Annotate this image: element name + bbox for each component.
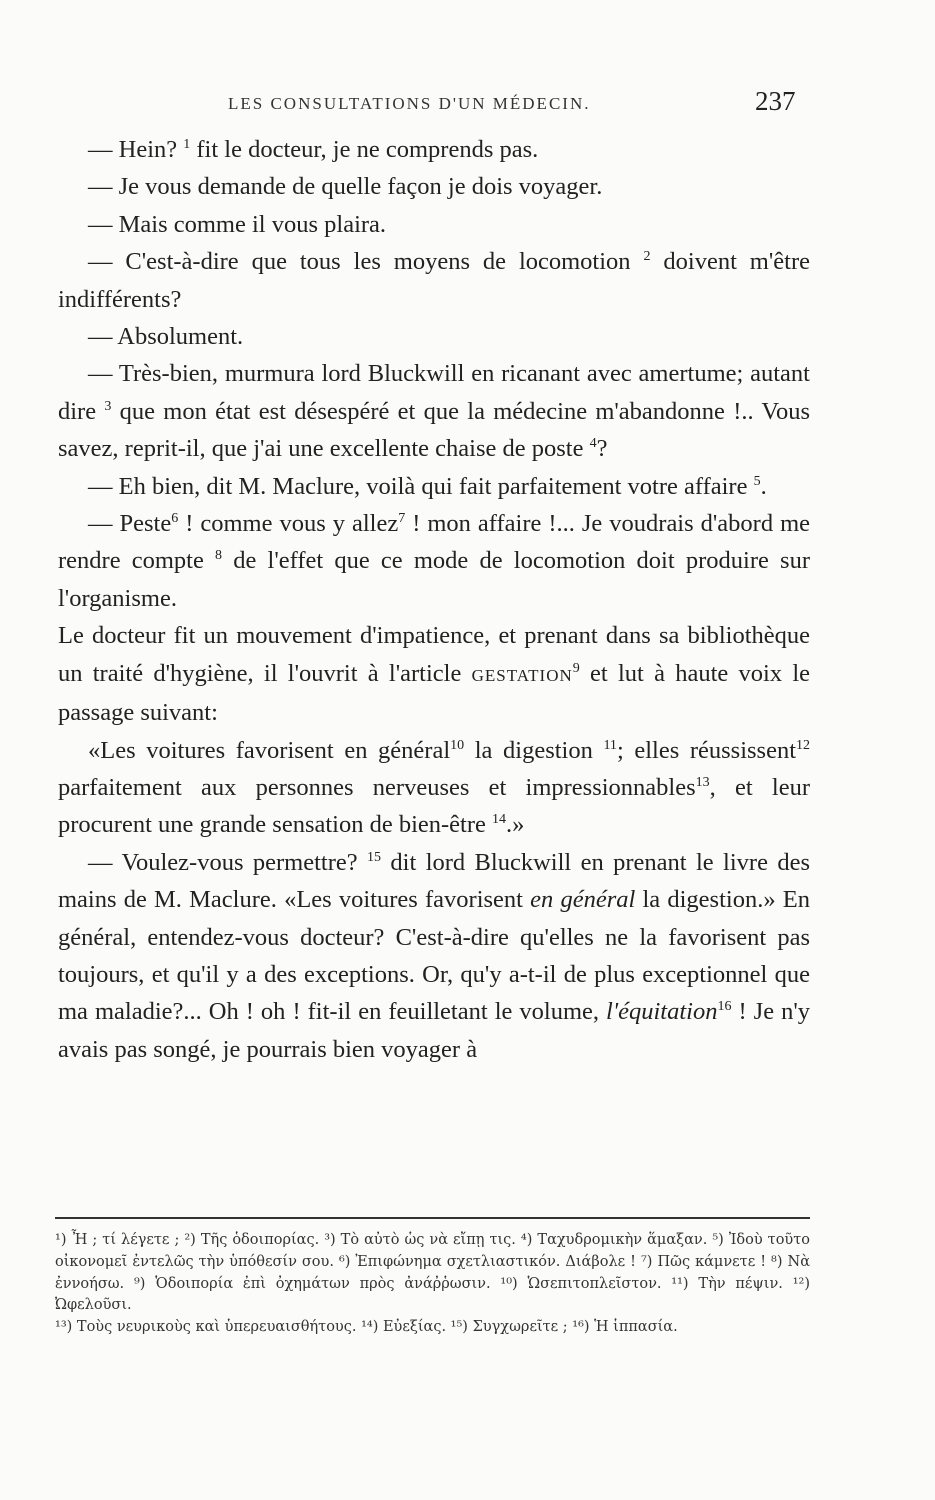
text-run: .» xyxy=(506,811,525,839)
footnote-ref: 2 xyxy=(643,249,651,265)
footnote-ref: 4 xyxy=(589,436,597,452)
running-head: LES CONSULTATIONS D'UN MÉDECIN. xyxy=(228,94,591,113)
paragraph xyxy=(58,468,810,505)
text-run: — Hein? xyxy=(88,136,184,163)
text-run: ; elles réussissent xyxy=(616,736,796,764)
small-caps-term: GESTATION xyxy=(471,665,573,685)
text-run: Le docteur fit un mouvement d'impatience, et prenant dans sa bibliothèque un traité d'hygiène, il l'ouvrit à l'article xyxy=(58,622,810,687)
footnote-ref: 3 xyxy=(104,398,112,414)
footnote-ref: 5 xyxy=(753,473,761,489)
footnote-ref: 6 xyxy=(171,510,179,526)
text-run: — C'est-à-dire que tous les moyens de locomotion xyxy=(88,248,644,276)
paragraph xyxy=(58,617,810,731)
text-run: ! mon affaire !... Je voudrais d'abord me rendre compte xyxy=(58,510,811,575)
page-number: 237 xyxy=(755,86,796,116)
text-run: «Les voitures favorisent en général xyxy=(88,736,451,764)
text-run: doivent m'être indifférents? xyxy=(58,248,810,313)
footnote-line: ¹³) Τοὺς νευρικοὺς καὶ ὑπερευαισθήτους. ¹⁴) Εὐεξίας. ¹⁵) Συγχωρεῖτε ; ¹⁶) Ἡ ἱππασία. xyxy=(55,1319,678,1336)
text-run: dit lord Bluckwill en prenant le livre des mains de M. Maclure. «Les voitures favorisent xyxy=(58,848,811,914)
italic-term: l'équitation xyxy=(606,998,718,1026)
footnote-ref: 11 xyxy=(603,737,617,753)
paragraph xyxy=(58,844,810,1068)
footnote-ref: 16 xyxy=(717,999,732,1015)
text-run: — Peste xyxy=(88,510,172,538)
text-run: . xyxy=(760,472,767,500)
text-run: — Voulez-vous permettre? xyxy=(88,848,368,876)
text-run: ? xyxy=(596,435,608,463)
paragraph xyxy=(58,355,810,467)
text-run: — Très-bien, murmura lord Bluckwill en ricanant avec amertume; autant dire xyxy=(58,360,810,425)
paragraph: — Absolument. xyxy=(88,323,244,351)
paragraph: — Je vous demande de quelle façon je dois voyager. xyxy=(88,173,603,201)
paragraph xyxy=(58,131,810,168)
text-run: de l'effet que ce mode de locomotion doit produire sur l'organisme. xyxy=(58,547,810,612)
text-run: la digestion xyxy=(464,736,604,764)
paragraph xyxy=(58,505,810,617)
text-run: et lut à haute voix le passage suivant: xyxy=(58,659,811,727)
text-run: ! comme vous y allez xyxy=(178,510,399,538)
footnote-ref: 12 xyxy=(796,737,810,753)
page-header xyxy=(0,86,935,126)
text-run: parfaitement aux personnes nerveuses et impressionnables xyxy=(58,773,696,801)
text-run: la digestion.» En général, entendez-vous docteur? C'est-à-dire qu'elles ne la favorisent pas toujours, et qu'il y a des exceptions. Or, qu'y a-t-il de plus exceptionnel que ma maladie?... Oh ! oh ! fit-il en feuilletant le volume, xyxy=(58,886,810,1026)
footnote-ref: 9 xyxy=(572,660,580,676)
paragraph xyxy=(58,732,810,844)
footnote-ref: 15 xyxy=(367,849,382,865)
footnotes xyxy=(55,1230,810,1339)
footnote-ref: 7 xyxy=(398,510,406,526)
footnote-ref: 1 xyxy=(183,136,191,152)
footnote-divider xyxy=(55,1217,810,1219)
footnote-ref: 8 xyxy=(215,548,223,564)
text-run: fit le docteur, je ne comprends pas. xyxy=(190,136,539,163)
paragraph: — Mais comme il vous plaira. xyxy=(88,210,387,238)
text-run: que mon état est désespéré et que la médecine m'abandonne !.. Vous savez, reprit-il, que j'ai une excellente chaise de poste xyxy=(58,397,810,463)
footnote-ref: 10 xyxy=(450,737,465,753)
footnote-ref: 14 xyxy=(492,812,507,828)
main-text xyxy=(58,131,810,1068)
paragraph xyxy=(58,243,810,318)
italic-term: en général xyxy=(530,886,636,914)
footnote-ref: 13 xyxy=(695,774,710,790)
text-run: — Eh bien, dit M. Maclure, voilà qui fait parfaitement votre affaire xyxy=(88,472,754,500)
text-run: ! Je n'y avais pas songé, je pourrais bien voyager à xyxy=(58,998,811,1063)
text-run: , et leur procurent une grande sensation de bien-être xyxy=(58,773,810,839)
footnote-line: ¹) Ἦ ; τί λέγετε ; ²) Τῆς ὁδοιπορίας. ³) Τὸ αὐτὸ ὡς νὰ εἴπῃ τις. ⁴) Ταχυδρομικὴν ἅμαξαν. ⁵) Ἰδοὺ τοῦτο οἰκονομεῖ ἐντελῶς τὴν ὑπόθεσίν σου. ⁶) Ἐπιφώνημα σχετλιαστικόν. Διάβολε ! ⁷) Πῶς κάμνετε ! ⁸) Νὰ ἐννοήσω. ⁹) Ὁδοιπορία ἐπὶ ὀχημάτων πρὸς ἀνάῤῥωσιν. ¹⁰) Ὡσεπιτοπλεῖστον. ¹¹) Τὴν πέψιν. ¹²) Ὠφελοῦσι. xyxy=(55,1232,810,1314)
